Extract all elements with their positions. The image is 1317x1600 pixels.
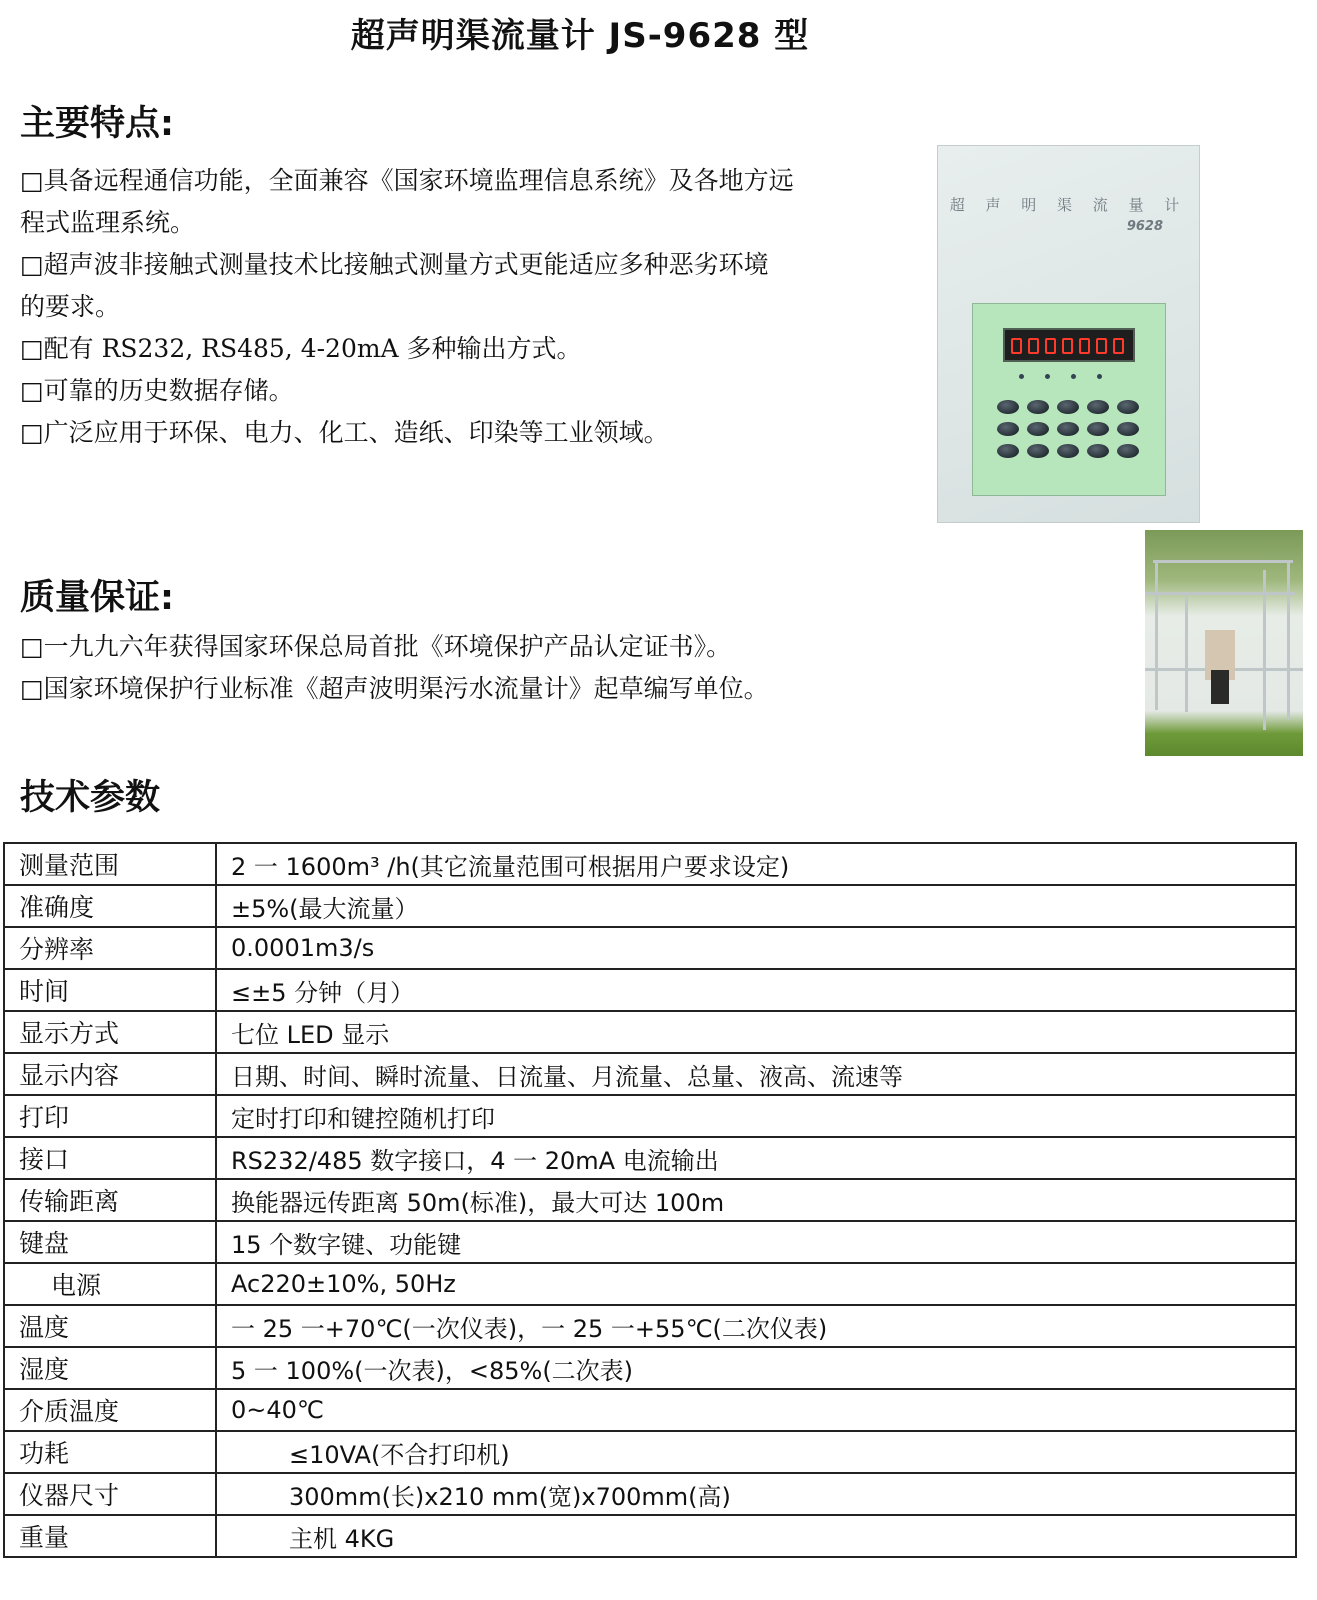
page-title: 超声明渠流量计 JS-9628 型 bbox=[350, 16, 810, 56]
spec-value: 日期、时间、瞬时流量、日流量、月流量、总量、液高、流速等 bbox=[216, 1053, 1296, 1095]
table-row bbox=[4, 969, 1296, 1011]
spec-key: 键盘 bbox=[4, 1221, 216, 1263]
table-row bbox=[4, 1221, 1296, 1263]
spec-key: 温度 bbox=[4, 1305, 216, 1347]
table-row bbox=[4, 927, 1296, 969]
table-row bbox=[4, 1431, 1296, 1473]
specs-heading: 技术参数 bbox=[20, 778, 161, 818]
led-display bbox=[1003, 328, 1135, 362]
installation-site-image bbox=[1145, 530, 1303, 756]
features-line: 程式监理系统。 bbox=[20, 208, 196, 237]
spec-value: 15 个数字键、功能键 bbox=[216, 1221, 1296, 1263]
spec-value: 一 25 一+70℃(一次仪表)，一 25 一+55℃(二次仪表) bbox=[216, 1305, 1296, 1347]
table-row bbox=[4, 1515, 1296, 1557]
table-row bbox=[4, 1179, 1296, 1221]
table-row bbox=[4, 1305, 1296, 1347]
quality-line: □国家环境保护行业标准《超声波明渠污水流量计》起草编写单位。 bbox=[20, 674, 769, 703]
table-row bbox=[4, 1095, 1296, 1137]
table-row bbox=[4, 1473, 1296, 1515]
spec-key: 功耗 bbox=[4, 1431, 216, 1473]
spec-value: 换能器远传距离 50m(标准)，最大可达 100m bbox=[216, 1179, 1296, 1221]
spec-value: 2 一 1600m³ /h(其它流量范围可根据用户要求设定) bbox=[216, 843, 1296, 885]
spec-value: 定时打印和键控随机打印 bbox=[216, 1095, 1296, 1137]
spec-value: 5 一 100%(一次表)，<85%(二次表) bbox=[216, 1347, 1296, 1389]
spec-key: 传输距离 bbox=[4, 1179, 216, 1221]
spec-value: RS232/485 数字接口，4 一 20mA 电流输出 bbox=[216, 1137, 1296, 1179]
features-line: □具备远程通信功能，全面兼容《国家环境监理信息系统》及各地方远 bbox=[20, 166, 794, 195]
spec-value: ≤±5 分钟（月） bbox=[216, 969, 1296, 1011]
spec-value: 0.0001m3/s bbox=[216, 927, 1296, 969]
table-row bbox=[4, 1347, 1296, 1389]
spec-key: 湿度 bbox=[4, 1347, 216, 1389]
features-line: □配有 RS232, RS485, 4-20mA 多种输出方式。 bbox=[20, 334, 582, 363]
table-row bbox=[4, 843, 1296, 885]
flowmeter-device-image bbox=[937, 145, 1200, 523]
quality-heading: 质量保证: bbox=[20, 578, 174, 618]
device-name-label: 超 声 明 渠 流 量 计 bbox=[949, 196, 1188, 214]
table-row bbox=[4, 1053, 1296, 1095]
device-model-label: 9628 bbox=[1126, 219, 1163, 234]
spec-key: 电源 bbox=[4, 1263, 216, 1305]
table-row bbox=[4, 885, 1296, 927]
quality-list bbox=[20, 626, 769, 710]
spec-key: 接口 bbox=[4, 1137, 216, 1179]
table-row bbox=[4, 1137, 1296, 1179]
spec-key: 仪器尺寸 bbox=[4, 1473, 216, 1515]
spec-key: 时间 bbox=[4, 969, 216, 1011]
table-row bbox=[4, 1263, 1296, 1305]
spec-value: 300mm(长)x210 mm(宽)x700mm(高) bbox=[216, 1473, 1296, 1515]
specs-table bbox=[3, 842, 1297, 1558]
spec-value: 主机 4KG bbox=[216, 1515, 1296, 1557]
spec-key: 测量范围 bbox=[4, 843, 216, 885]
spec-value: ≤10VA(不合打印机) bbox=[216, 1431, 1296, 1473]
features-list bbox=[20, 160, 794, 454]
spec-value: Ac220±10%, 50Hz bbox=[216, 1263, 1296, 1305]
features-line: 的要求。 bbox=[20, 292, 121, 321]
spec-key: 准确度 bbox=[4, 885, 216, 927]
table-row bbox=[4, 1011, 1296, 1053]
spec-key: 介质温度 bbox=[4, 1389, 216, 1431]
spec-value: ±5%(最大流量） bbox=[216, 885, 1296, 927]
spec-key: 显示方式 bbox=[4, 1011, 216, 1053]
spec-key: 分辨率 bbox=[4, 927, 216, 969]
spec-value: 七位 LED 显示 bbox=[216, 1011, 1296, 1053]
table-row bbox=[4, 1389, 1296, 1431]
features-line: □广泛应用于环保、电力、化工、造纸、印染等工业领域。 bbox=[20, 418, 669, 447]
features-line: □可靠的历史数据存储。 bbox=[20, 376, 294, 405]
spec-key: 打印 bbox=[4, 1095, 216, 1137]
features-line: □超声波非接触式测量技术比接触式测量方式更能适应多种恶劣环境 bbox=[20, 250, 769, 279]
quality-line: □一九九六年获得国家环保总局首批《环境保护产品认定证书》。 bbox=[20, 632, 732, 661]
features-heading: 主要特点: bbox=[20, 104, 174, 144]
device-control-panel bbox=[972, 303, 1166, 496]
spec-key: 显示内容 bbox=[4, 1053, 216, 1095]
spec-value: 0~40℃ bbox=[216, 1389, 1296, 1431]
spec-key: 重量 bbox=[4, 1515, 216, 1557]
